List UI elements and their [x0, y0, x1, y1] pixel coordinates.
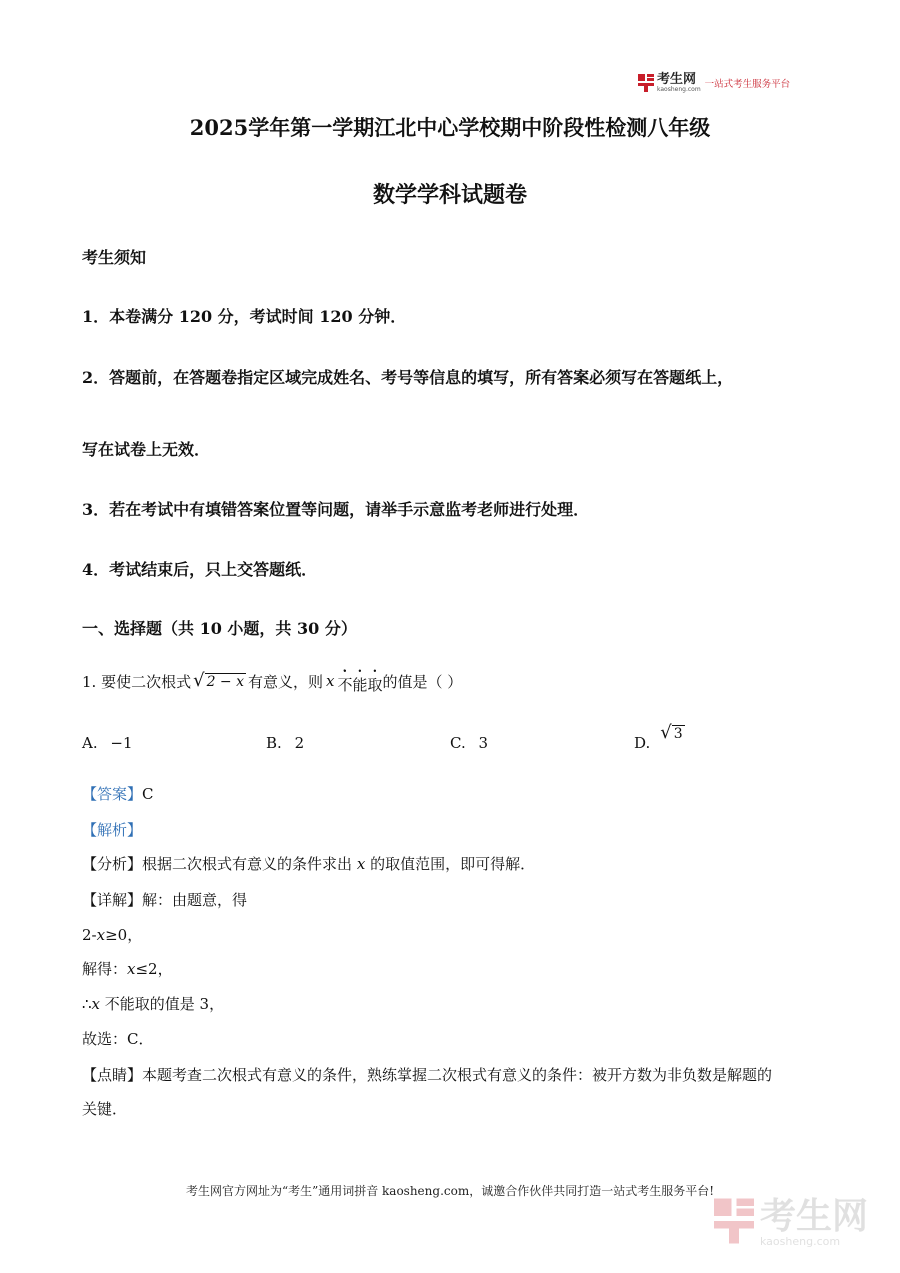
step-2-var: x [127, 960, 136, 978]
fenxi-line [82, 853, 535, 874]
brand-name: 考生网 [657, 72, 697, 87]
watermark-name: 考生网 [760, 1195, 869, 1237]
step-3-var: x [91, 995, 101, 1013]
option-a-value: −1 [110, 734, 133, 752]
step-2-b: ≤2， [135, 960, 173, 978]
notice-item-1: 1．本卷满分 120 分，考试时间 120 分钟． [82, 307, 407, 326]
answer-line [82, 783, 154, 804]
q1-radicand: 2 − x [206, 674, 245, 690]
watermark-logo-icon [714, 1198, 754, 1248]
exam-subtitle: 数学学科试题卷 [372, 182, 527, 208]
brand-domain: kaosheng.com [657, 86, 701, 93]
option-b-label: B. [266, 734, 282, 752]
step-3-a: ∴ [82, 995, 92, 1013]
option-b-value: 2 [294, 734, 305, 752]
option-a-label: A. [82, 734, 98, 752]
option-d-label: D. [634, 734, 651, 752]
step-1-b: ≥0， [105, 926, 143, 944]
xiangjie-text: 解：由题意，得 [142, 891, 248, 909]
sqrt-icon: √ [660, 722, 672, 743]
dianjing-line [82, 1064, 772, 1085]
q1-prefix: 1. 要使二次根式 [82, 672, 192, 691]
watermark [714, 1195, 869, 1248]
sqrt-icon: √ [193, 670, 205, 691]
q1-middle: 有意义，则 [248, 672, 324, 691]
notice-heading: 考生须知 [82, 248, 147, 267]
option-d-value: 3 [673, 726, 683, 742]
notice-item-4: 4．考试结束后，只上交答题纸． [82, 560, 318, 579]
section-heading: 一、选择题（共 10 小题，共 30 分） [82, 619, 357, 638]
xiangjie-line [82, 889, 247, 910]
brand-slogan: 一站式考生服务平台 [704, 79, 791, 90]
kaosheng-logo-icon [638, 74, 654, 92]
step-2 [82, 958, 173, 979]
xiangjie-tag: 【详解】 [82, 891, 143, 909]
q1-suffix: 的值是（ ） [382, 672, 463, 691]
analysis-tag: 【解析】 [82, 821, 143, 839]
q1-radical [193, 672, 246, 690]
option-b [266, 734, 304, 752]
step-1-a: 2- [82, 926, 97, 944]
answer-tag: 【答案】 [82, 785, 143, 803]
option-c [450, 734, 488, 752]
answer-value: C [142, 785, 154, 803]
dianjing-tag: 【点睛】 [82, 1066, 143, 1084]
q1-var: x [326, 672, 335, 690]
q1-emphasis: . 不能取 [338, 667, 383, 695]
fenxi-text-a: 根据二次根式有意义的条件求出 [142, 855, 353, 873]
watermark-domain: kaosheng.com [760, 1234, 841, 1248]
step-1 [82, 924, 142, 945]
question-1 [82, 667, 462, 695]
notice-item-2: 2．答题前，在答题卷指定区域完成姓名、考号等信息的填写，所有答案必须写在答题纸上， [82, 368, 734, 387]
dianjing-line-2: 关键． [82, 1100, 128, 1118]
step-3-b: 不能取的值是 3， [100, 995, 225, 1013]
option-d-radical [660, 724, 684, 742]
fenxi-text-b: 的取值范围，即可得解． [370, 855, 536, 873]
option-a [82, 734, 133, 752]
exam-title: 2025学年第一学期江北中心学校期中阶段性检测八年级 [189, 115, 711, 140]
option-c-label: C. [450, 734, 466, 752]
option-d [634, 722, 687, 752]
step-1-var: x [96, 926, 106, 944]
fenxi-var: x [356, 855, 366, 873]
step-2-a: 解得： [82, 960, 128, 978]
brand-logo [638, 72, 790, 94]
footer-text: 考生网官方网址为“考生”通用词拼音 kaosheng.com，诚邀合作伙伴共同打造一站式考生服务平台! [185, 1184, 715, 1198]
step-3 [82, 993, 224, 1014]
option-c-value: 3 [478, 734, 489, 752]
dianjing-text: 本题考查二次根式有意义的条件，熟练掌握二次根式有意义的条件：被开方数为非负数是解题的 [142, 1066, 773, 1084]
fenxi-tag: 【分析】 [82, 855, 143, 873]
step-4: 故选：C． [82, 1030, 154, 1048]
notice-item-2-cont: 写在试卷上无效． [82, 440, 211, 459]
notice-item-3: 3．若在考试中有填错答案位置等问题，请举手示意监考老师进行处理． [82, 500, 590, 519]
